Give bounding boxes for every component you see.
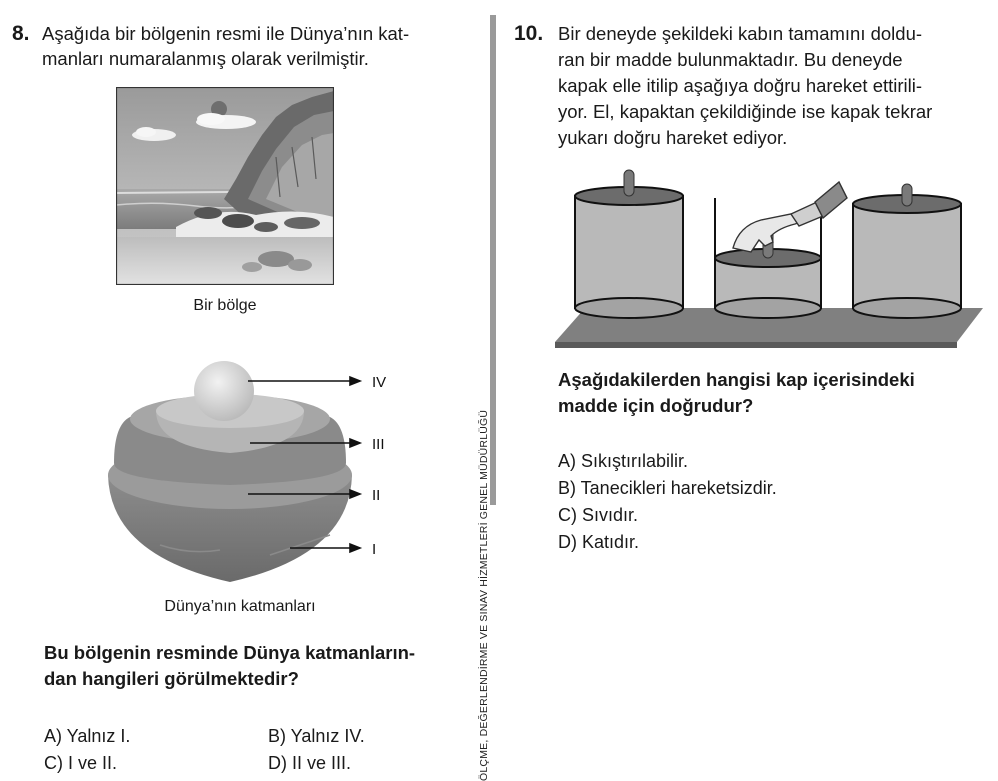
q10-text-line5: yukarı doğru hareket ediyor. (558, 127, 788, 148)
piston-experiment-diagram (555, 168, 983, 348)
q10-question-line2: madde için doğrudur? (558, 395, 754, 416)
layer-label-i: I (372, 541, 377, 558)
q8-question-line1: Bu bölgenin resminde Dünya katmanların- (44, 642, 416, 663)
q8-option-a[interactable]: A) Yalnız I. (44, 726, 131, 746)
q8-text-line2: manları numaralanmış olarak verilmiştir. (42, 48, 369, 69)
q8-question-line2: dan hangileri görülmektedir? (44, 668, 299, 689)
q8-option-b[interactable]: B) Yalnız IV. (268, 726, 365, 746)
region-image-caption: Bir bölge (193, 297, 257, 314)
earth-layers-diagram (100, 355, 400, 590)
layer-label-iv: IV (372, 374, 387, 391)
q8-text-line1: Aşağıda bir bölgenin resmi ile Dünya’nın kat- (42, 23, 410, 44)
q8-option-c[interactable]: C) I ve II. (44, 753, 118, 773)
q8-number: 8. (12, 22, 30, 45)
q8-option-d[interactable]: D) II ve III. (268, 753, 352, 773)
q10-option-b[interactable]: B) Tanecikleri hareketsizdir. (558, 478, 777, 498)
side-publisher-text: ÖLÇME, DEĞERLENDİRME VE SINAV HİZMETLERİ GENEL MÜDÜRLÜĞÜ (478, 409, 490, 781)
q10-text-line3: kapak elle itilip aşağıya doğru hareket ettirili- (558, 75, 923, 96)
container-compressed (715, 182, 847, 318)
layer-label-iii: III (372, 436, 385, 453)
q10-option-d[interactable]: D) Katıdır. (558, 532, 640, 552)
q10-option-c[interactable]: C) Sıvıdır. (558, 505, 639, 525)
layer-label-ii: II (372, 487, 381, 504)
q10-number: 10. (514, 22, 544, 45)
q10-text-line1: Bir deneyde şekildeki kabın tamamını doldu- (558, 23, 923, 44)
coastal-landscape-image (116, 87, 334, 285)
q10-option-a[interactable]: A) Sıkıştırılabilir. (558, 451, 689, 471)
column-divider (490, 15, 496, 505)
q10-question-line1: Aşağıdakilerden hangisi kap içerisindeki (558, 369, 915, 390)
container-full (575, 170, 683, 318)
q10-text-line4: yor. El, kapaktan çekildiğinde ise kapak tekrar (558, 101, 933, 122)
earth-layers-caption: Dünya’nın katmanları (164, 598, 316, 615)
container-released (853, 184, 961, 318)
q10-text-line2: ran bir madde bulunmaktadır. Bu deneyde (558, 49, 903, 70)
